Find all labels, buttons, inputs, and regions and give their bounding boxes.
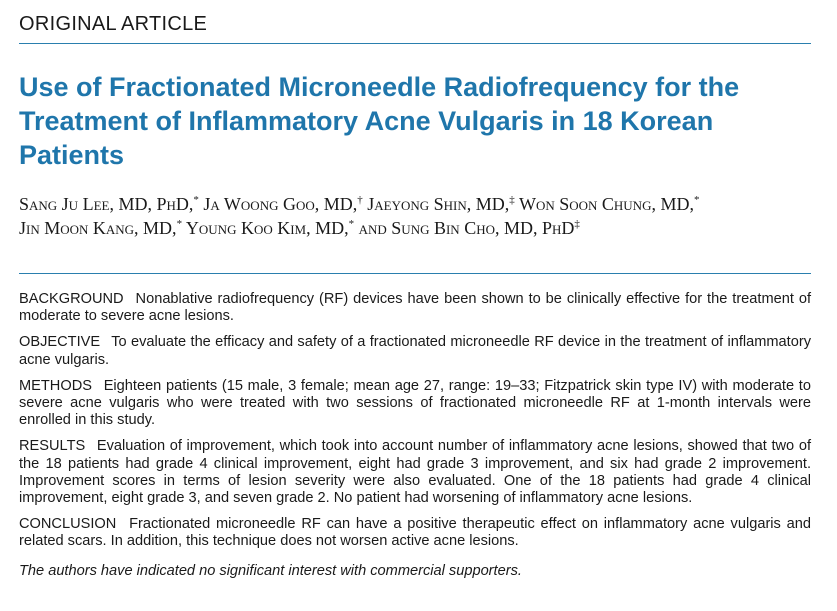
abstract-results xyxy=(19,438,811,507)
author-list xyxy=(19,192,819,240)
abstract-objective xyxy=(19,334,811,368)
author-name: and Sung Bin Cho, MD, PhD xyxy=(358,218,575,238)
section-text: Evaluation of improvement, which took into account number of inflammatory acne lesions, showed that two of the 18 patients had grade 4 clinical improvement, eight had grade 3 improvement, and six had grade 2 improvement. Improvement scores in terms of lesion severity were also evaluated. One of the 18 patients had grade 4 clinical improvement, eight grade 3, and seven grade 2. No patient had worsening of inflammatory acne lesions. xyxy=(19,438,811,507)
abstract-background xyxy=(19,291,811,325)
author-name: Won Soon Chung, MD, xyxy=(518,194,694,214)
author-name: Jin Moon Kang, MD, xyxy=(19,218,177,238)
section-label: ORIGINAL ARTICLE xyxy=(19,13,208,35)
affiliation-mark: † xyxy=(357,194,363,206)
section-heading: BACKGROUND xyxy=(19,291,124,307)
middle-divider xyxy=(19,273,811,274)
top-divider xyxy=(19,43,811,44)
abstract-conclusion xyxy=(19,516,811,550)
section-text: Eighteen patients (15 male, 3 female; mean age 27, range: 19–33; Fitzpatrick skin type IV) with moderate to severe acne vulgaris who were treated with two sessions of fractionated microneedle RF at 1-month intervals were enrolled in this study. xyxy=(19,377,811,429)
affiliation-mark: ‡ xyxy=(574,218,580,230)
section-heading: CONCLUSION xyxy=(19,516,117,533)
affiliation-mark: * xyxy=(176,218,183,230)
abstract-methods xyxy=(19,378,811,430)
affiliation-mark: ‡ xyxy=(509,194,515,206)
section-text: Nonablative radiofrequency (RF) devices have been shown to be clinically effective for the treatment of moderate to severe acne lesions. xyxy=(19,291,811,325)
abstract xyxy=(19,291,811,589)
author-name: Ja Woong Goo, MD, xyxy=(203,194,358,214)
author-name: Sang Ju Lee, MD, PhD, xyxy=(19,194,194,214)
conflict-disclosure: The authors have indicated no significant interest with commercial supporters. xyxy=(19,562,522,579)
affiliation-mark: * xyxy=(693,194,700,206)
section-heading: METHODS xyxy=(19,377,92,394)
affiliation-mark: * xyxy=(193,194,199,206)
author-name: Jaeyong Shin, MD, xyxy=(367,194,510,214)
article-title: Use of Fractionated Microneedle Radiofrequency for the Treatment of Inflammatory Acne Vulgaris in 18 Korean Patients xyxy=(19,72,740,170)
section-text: To evaluate the efficacy and safety of a fractionated microneedle RF device in the treatment of inflammatory acne vulgaris. xyxy=(19,334,812,368)
section-heading: OBJECTIVE xyxy=(19,334,101,351)
section-heading: RESULTS xyxy=(19,438,86,455)
author-name: Young Koo Kim, MD, xyxy=(185,218,349,238)
affiliation-mark: * xyxy=(348,218,355,230)
section-text: Fractionated microneedle RF can have a positive therapeutic effect on inflammatory acne vulgaris and related scars. In addition, this technique does not worsen active acne lesions. xyxy=(19,516,811,550)
